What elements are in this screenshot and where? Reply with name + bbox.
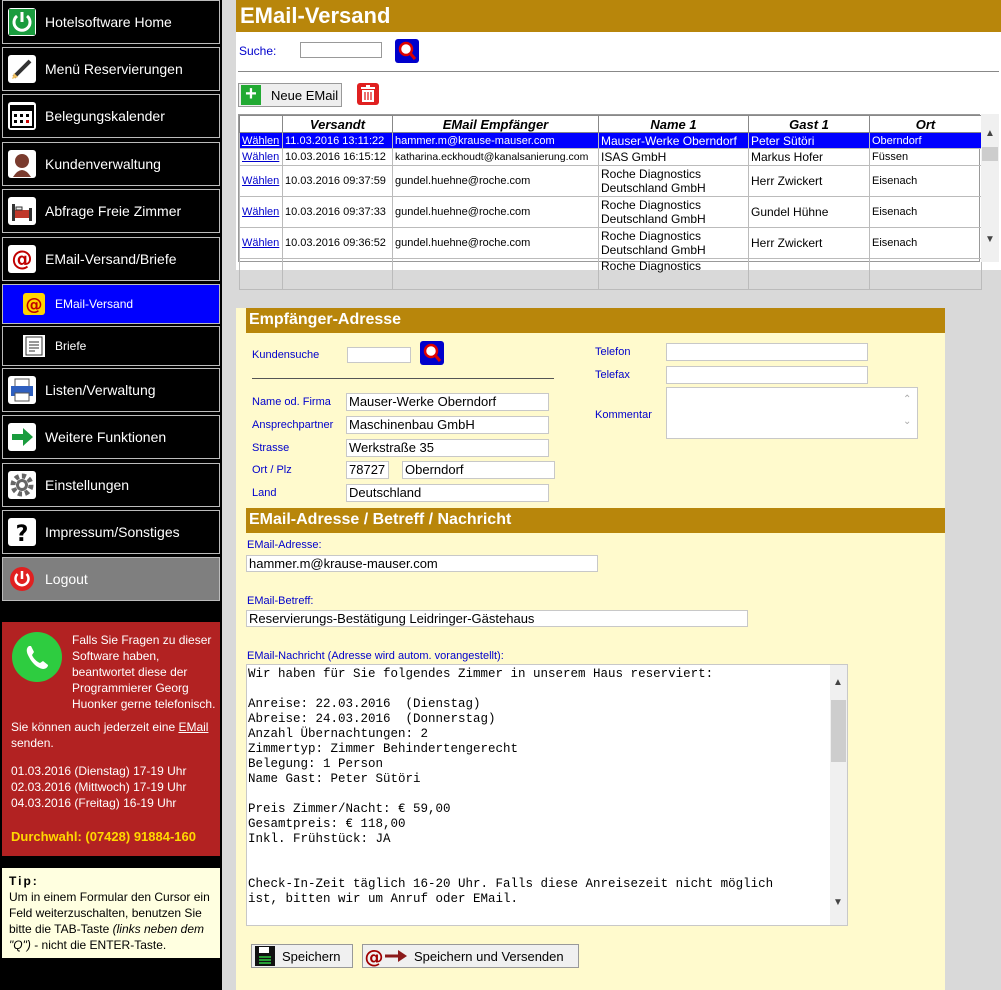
column-header[interactable]: Versandt	[283, 116, 393, 133]
letter-icon	[23, 335, 45, 357]
help-time: 04.03.2016 (Freitag) 16-19 Uhr	[11, 796, 177, 810]
svg-text:@: @	[11, 247, 33, 271]
new-email-label: Neue EMail	[271, 87, 339, 103]
pencil-icon	[8, 55, 36, 83]
city-label: Ort / Plz	[252, 464, 292, 476]
scroll-thumb[interactable]	[831, 700, 846, 762]
select-link[interactable]: Wählen	[242, 151, 280, 163]
tip-text-main: Um in einem Formular den Cursor ein Feld weiterzuschalten, benutzen Sie bitte die TAB-Taste	[9, 890, 210, 936]
comment-label: Kommentar	[595, 409, 652, 421]
sidebar	[0, 0, 222, 990]
table-scrollbar[interactable]	[981, 114, 999, 262]
sidebar-item-label: Logout	[45, 571, 88, 587]
select-link[interactable]: Wählen	[242, 237, 280, 249]
at-icon	[8, 245, 36, 273]
email-address-field[interactable]: hammer.m@krause-mauser.com	[246, 555, 598, 572]
sidebar-item-label: Abfrage Freie Zimmer	[45, 203, 182, 219]
kundensuche-button[interactable]	[420, 341, 444, 365]
sidebar-item-label: Menü Reservierungen	[45, 61, 183, 77]
cell-email	[393, 259, 599, 290]
cell-name: Roche Diagnostics Deutschland GmbH	[599, 228, 749, 259]
select-link[interactable]: Wählen	[242, 206, 280, 218]
name-field[interactable]: Mauser-Werke Oberndorf	[346, 393, 549, 411]
cell-name: Roche Diagnostics Deutschland GmbH	[599, 197, 749, 228]
column-header[interactable]: Ort	[870, 116, 982, 133]
email-message-field[interactable]	[246, 664, 848, 926]
select-link[interactable]: Wählen	[242, 175, 280, 187]
cell-date	[283, 259, 393, 290]
table-row[interactable]	[240, 166, 982, 197]
cell-ort: Oberndorf	[870, 133, 982, 149]
street-label: Strasse	[252, 442, 290, 454]
name-label: Name od. Firma	[252, 396, 331, 408]
at-icon	[23, 293, 45, 315]
svg-text:@: @	[25, 295, 43, 315]
phone-field[interactable]	[666, 343, 868, 361]
help-times	[11, 763, 216, 811]
plus-icon: +	[241, 85, 261, 105]
phone-icon	[12, 632, 62, 682]
power-icon	[8, 8, 36, 36]
select-link[interactable]: Wählen	[242, 134, 280, 147]
help-email-text	[11, 719, 216, 751]
cell-date: 10.03.2016 16:15:12	[283, 149, 393, 166]
chevron-down-icon[interactable]: ▼	[985, 234, 995, 245]
table-row[interactable]	[240, 228, 982, 259]
cell-ort: Eisenach	[870, 166, 982, 197]
printer-icon	[8, 376, 36, 404]
person-icon	[8, 150, 36, 178]
sidebar-item-weitere-funktionen[interactable]	[2, 415, 220, 459]
fax-label: Telefax	[595, 369, 630, 381]
bed-icon	[8, 197, 36, 225]
help-time: 01.03.2016 (Dienstag) 17-19 Uhr	[11, 764, 187, 778]
table-header	[240, 116, 982, 133]
tip-title: Tip:	[9, 874, 39, 888]
sidebar-item-email-briefe[interactable]	[2, 237, 220, 281]
tip-text-end: - nicht die ENTER-Taste.	[30, 938, 167, 952]
cell-email: katharina.eckhoudt@kanalsanierung.com	[393, 149, 599, 166]
email-message-label: EMail-Nachricht (Adresse wird autom. vorangestellt):	[247, 650, 504, 662]
cell-name: Roche Diagnostics	[599, 259, 749, 290]
save-send-button[interactable]	[362, 944, 579, 968]
comment-field[interactable]	[666, 387, 918, 439]
email-subject-field[interactable]: Reservierungs-Bestätigung Leidringer-Gästehaus	[246, 610, 748, 627]
floppy-icon	[254, 945, 276, 967]
cell-guest: Herr Zwickert	[749, 166, 870, 197]
tip-box	[2, 868, 220, 958]
chevron-up-icon[interactable]: ⌃	[903, 394, 912, 405]
fax-field[interactable]	[666, 366, 868, 384]
sidebar-item-einstellungen[interactable]	[2, 463, 220, 507]
email-subject-label: EMail-Betreff:	[247, 595, 314, 607]
cell-ort	[870, 259, 982, 290]
sidebar-item-label: EMail-Versand	[55, 297, 134, 311]
help-phone: Durchwahl: (07428) 91884-160	[11, 829, 196, 844]
sidebar-item-impressum[interactable]	[2, 510, 220, 554]
cell-date: 10.03.2016 09:37:33	[283, 197, 393, 228]
sidebar-item-label: EMail-Versand/Briefe	[45, 251, 177, 267]
sidebar-item-email-versand[interactable]	[2, 284, 220, 324]
sidebar-item-label: Hotelsoftware Home	[45, 14, 172, 30]
search-label: Suche:	[239, 44, 277, 58]
svg-text:?: ?	[15, 522, 29, 547]
column-header[interactable]: EMail Empfänger	[393, 116, 599, 133]
country-label: Land	[252, 487, 277, 499]
column-header[interactable]: Gast 1	[749, 116, 870, 133]
cell-email: gundel.huehne@roche.com	[393, 228, 599, 259]
magnifier-icon	[422, 343, 442, 363]
table-row[interactable]	[240, 259, 982, 290]
tip-text	[9, 889, 213, 953]
cell-name: Mauser-Werke Oberndorf	[599, 133, 749, 149]
email-address-label: EMail-Adresse:	[247, 539, 322, 551]
cell-date: 10.03.2016 09:37:59	[283, 166, 393, 197]
kundensuche-input[interactable]	[347, 347, 411, 363]
calendar-icon	[8, 102, 36, 130]
page-title: EMail-Versand	[240, 3, 391, 28]
sidebar-item-label: Kundenverwaltung	[45, 156, 161, 172]
city-field[interactable]: Oberndorf	[402, 461, 555, 479]
chevron-up-icon[interactable]: ▲	[833, 677, 843, 688]
chevron-down-icon[interactable]: ▼	[833, 897, 843, 908]
sidebar-item-home[interactable]	[2, 0, 220, 44]
sidebar-item-listen[interactable]	[2, 368, 220, 412]
kundensuche-label: Kundensuche	[252, 349, 320, 361]
sidebar-item-belegungskalender[interactable]	[2, 94, 220, 138]
sidebar-item-label: Briefe	[55, 339, 87, 353]
contact-label: Ansprechpartner	[252, 419, 334, 431]
table-row[interactable]	[240, 133, 982, 149]
table-row[interactable]	[240, 149, 982, 166]
search-button[interactable]	[395, 39, 419, 63]
save-send-label: Speichern und Versenden	[414, 948, 564, 964]
chevron-down-icon[interactable]: ⌄	[903, 416, 912, 427]
section-heading-email: EMail-Adresse / Betreff / Nachricht	[246, 508, 945, 533]
cell-guest: Herr Zwickert	[749, 228, 870, 259]
sidebar-item-label: Impressum/Sonstiges	[45, 524, 180, 540]
trash-icon	[356, 82, 380, 106]
email-table	[238, 114, 980, 273]
cell-name: Roche Diagnostics Deutschland GmbH	[599, 166, 749, 197]
scroll-thumb[interactable]	[982, 147, 998, 161]
sidebar-item-briefe[interactable]	[2, 326, 220, 366]
cell-ort: Eisenach	[870, 228, 982, 259]
svg-text:@: @	[364, 946, 384, 968]
search-input[interactable]	[300, 42, 382, 58]
divider	[238, 71, 999, 72]
cell-email: gundel.huehne@roche.com	[393, 166, 599, 197]
cell-date: 11.03.2016 13:11:22	[283, 133, 393, 149]
save-label: Speichern	[282, 948, 341, 964]
cell-email: hammer.m@krause-mauser.com	[393, 133, 599, 149]
sidebar-item-kundenverwaltung[interactable]	[2, 142, 220, 186]
section-heading-address: Empfänger-Adresse	[246, 308, 945, 333]
divider	[252, 378, 554, 379]
chevron-up-icon[interactable]: ▲	[985, 128, 995, 139]
cell-guest	[749, 259, 870, 290]
help-text: Falls Sie Fragen zu dieser Software haben, beantwortet diese der Programmierer Georg Huonker gerne telefonisch.	[72, 633, 216, 711]
sidebar-item-label: Belegungskalender	[45, 108, 165, 124]
cell-guest: Gundel Hühne	[749, 197, 870, 228]
contact-field[interactable]: Maschinenbau GmbH	[346, 416, 549, 434]
zip-field[interactable]: 78727	[346, 461, 389, 479]
column-header	[240, 116, 283, 133]
street-field[interactable]: Werkstraße 35	[346, 439, 549, 457]
sidebar-item-label: Weitere Funktionen	[45, 429, 167, 445]
help-email-link[interactable]: EMail	[178, 720, 209, 734]
cell-date: 10.03.2016 09:36:52	[283, 228, 393, 259]
cell-ort: Füssen	[870, 149, 982, 166]
arrow-right-icon	[8, 423, 36, 451]
cell-name: ISAS GmbH	[599, 149, 749, 166]
help-email-pre: Sie können auch jederzeit eine	[11, 720, 179, 734]
cell-guest: Markus Hofer	[749, 149, 870, 166]
tip-text-italic: (links neben dem "Q")	[9, 922, 204, 952]
power-icon	[8, 565, 36, 593]
sidebar-item-label: Einstellungen	[45, 477, 130, 493]
help-box	[2, 622, 220, 856]
cell-guest: Peter Sütöri	[749, 133, 870, 149]
country-field[interactable]: Deutschland	[346, 484, 549, 502]
sidebar-item-label: Listen/Verwaltung	[45, 382, 156, 398]
sidebar-item-freie-zimmer[interactable]	[2, 189, 220, 233]
sidebar-item-logout[interactable]	[2, 557, 220, 601]
email-message-text: Wir haben für Sie folgendes Zimmer in unserem Haus reserviert: Anreise: 22.03.2016 (Dienstag) Abreise: 24.03.2016 (Donnerstag) Anzahl Übernachtungen: 2 Zimmertyp: Zimmer Behindertengerecht Belegung: 1 Person Name Gast: Peter Sütöri Preis Zimmer/Nacht: € 59,00 Gesamtpreis: € 118,00 Inkl. Frühstück: JA Check-In-Zeit täglich 16-20 Uhr. Falls diese Anreisezeit nicht möglich ist, bitten wir um Anruf oder EMail.	[248, 667, 774, 906]
send-email-icon	[364, 945, 408, 967]
magnifier-icon	[397, 41, 417, 61]
question-icon	[8, 518, 36, 546]
table-row[interactable]	[240, 197, 982, 228]
cell-ort: Eisenach	[870, 197, 982, 228]
message-scrollbar[interactable]	[830, 665, 847, 925]
help-time: 02.03.2016 (Mittwoch) 17-19 Uhr	[11, 780, 187, 794]
sidebar-item-reservierungen[interactable]	[2, 47, 220, 91]
new-email-button[interactable]	[238, 83, 342, 107]
help-email-post: senden.	[11, 736, 54, 750]
save-button[interactable]	[251, 944, 353, 968]
cell-email: gundel.huehne@roche.com	[393, 197, 599, 228]
delete-button[interactable]	[356, 82, 380, 106]
column-header[interactable]: Name 1	[599, 116, 749, 133]
gear-icon	[8, 471, 36, 499]
phone-label: Telefon	[595, 346, 631, 358]
